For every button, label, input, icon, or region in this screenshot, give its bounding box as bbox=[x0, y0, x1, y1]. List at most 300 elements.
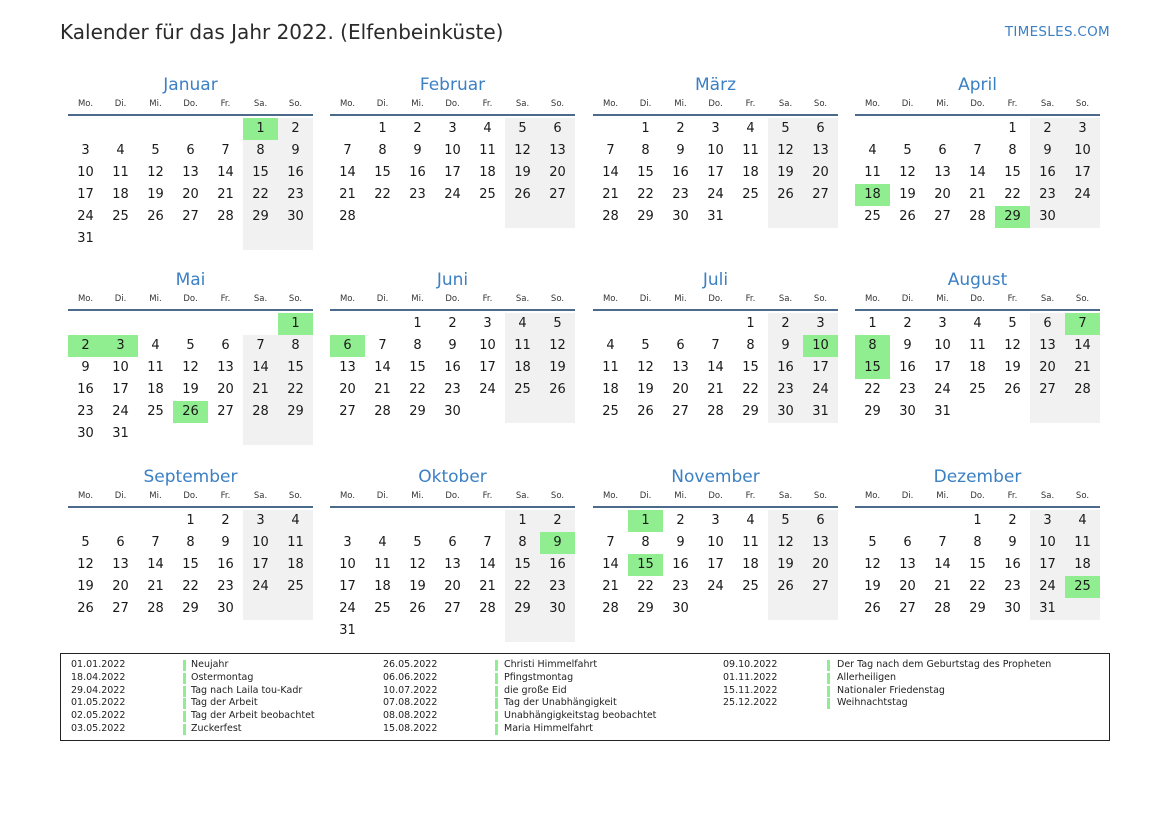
legend-column bbox=[723, 659, 1103, 710]
weekday-label: Do. bbox=[708, 99, 723, 109]
day-cell: 11 bbox=[742, 143, 759, 158]
day-cell: 28 bbox=[1065, 379, 1100, 401]
weekday-label: Mo. bbox=[602, 294, 619, 304]
empty-day-cell bbox=[855, 510, 890, 532]
day-cell: 17 bbox=[803, 357, 838, 379]
month-name: Mai bbox=[175, 270, 206, 290]
day-cell: 27 bbox=[112, 601, 129, 616]
day-cell: 28 bbox=[602, 601, 619, 616]
day-cell: 27 bbox=[672, 404, 689, 419]
month-name: Juli bbox=[702, 270, 729, 290]
day-cell: 15 bbox=[182, 557, 199, 572]
day-cell: 27 bbox=[444, 601, 461, 616]
day-cell: 5 bbox=[413, 535, 422, 550]
day-cell: 24 bbox=[1030, 576, 1065, 598]
day-cell: 15 bbox=[855, 357, 890, 379]
day-cell: 8 bbox=[973, 535, 982, 550]
day-cell: 23 bbox=[1004, 579, 1021, 594]
day-cell: 23 bbox=[1030, 184, 1065, 206]
day-cell: 16 bbox=[77, 382, 94, 397]
weekday-label: Fr. bbox=[482, 294, 493, 304]
empty-day-cell bbox=[68, 118, 103, 140]
day-cell: 6 bbox=[448, 535, 457, 550]
day-cell: 20 bbox=[112, 579, 129, 594]
day-cell: 5 bbox=[768, 118, 803, 140]
empty-day-cell bbox=[995, 401, 1030, 423]
empty-day-cell bbox=[435, 510, 470, 532]
day-cell: 25 bbox=[864, 209, 881, 224]
empty-day-cell bbox=[890, 118, 925, 140]
day-cell: 28 bbox=[147, 601, 164, 616]
weekday-label: Do. bbox=[970, 491, 985, 501]
day-cell: 9 bbox=[278, 140, 313, 162]
day-cell: 14 bbox=[969, 165, 986, 180]
day-cell: 7 bbox=[973, 143, 982, 158]
empty-day-cell bbox=[1065, 401, 1100, 423]
day-cell: 26 bbox=[768, 184, 803, 206]
weekday-label: Di. bbox=[114, 491, 127, 501]
weekday-label: Fr. bbox=[745, 99, 756, 109]
weekday-label: Sa. bbox=[515, 294, 530, 304]
day-cell: 3 bbox=[1030, 510, 1065, 532]
weekday-label: Mo. bbox=[864, 491, 881, 501]
day-cell: 22 bbox=[409, 382, 426, 397]
empty-day-cell bbox=[768, 598, 803, 620]
month-name: April bbox=[958, 75, 997, 95]
weekday-label: So. bbox=[550, 99, 565, 109]
day-cell: 7 bbox=[711, 338, 720, 353]
weekday-label: Mi. bbox=[674, 99, 687, 109]
weekday-label: Mi. bbox=[936, 99, 949, 109]
holiday-date: 03.05.2022 bbox=[71, 722, 126, 734]
day-cell: 16 bbox=[1030, 162, 1065, 184]
day-cell: 16 bbox=[768, 357, 803, 379]
empty-day-cell bbox=[1030, 401, 1065, 423]
day-cell: 2 bbox=[540, 510, 575, 532]
day-cell: 7 bbox=[151, 535, 160, 550]
day-cell: 28 bbox=[374, 404, 391, 419]
day-cell: 3 bbox=[711, 121, 720, 136]
empty-day-cell bbox=[400, 206, 435, 228]
holiday-name: Pfingstmontag bbox=[504, 671, 574, 683]
month-3 bbox=[593, 74, 838, 228]
month-9 bbox=[68, 466, 313, 620]
day-cell: 24 bbox=[339, 601, 356, 616]
month-10 bbox=[330, 466, 575, 642]
month-name: Oktober bbox=[418, 467, 487, 487]
day-cell: 27 bbox=[803, 184, 838, 206]
day-cell: 8 bbox=[243, 140, 278, 162]
day-cell: 14 bbox=[479, 557, 496, 572]
legend-item bbox=[383, 710, 763, 723]
holiday-date: 09.10.2022 bbox=[723, 659, 778, 670]
day-cell: 12 bbox=[899, 165, 916, 180]
day-cell: 17 bbox=[1065, 162, 1100, 184]
day-grid bbox=[593, 510, 838, 620]
day-cell: 6 bbox=[540, 118, 575, 140]
day-cell: 26 bbox=[505, 184, 540, 206]
day-cell: 6 bbox=[1030, 313, 1065, 335]
weekday-label: Do. bbox=[970, 294, 985, 304]
day-cell: 28 bbox=[969, 209, 986, 224]
weekday-header bbox=[68, 490, 313, 508]
day-cell: 23 bbox=[899, 382, 916, 397]
weekday-label: Mo. bbox=[77, 99, 94, 109]
weekday-label: Sa. bbox=[515, 491, 530, 501]
weekday-label: So. bbox=[550, 294, 565, 304]
day-cell: 4 bbox=[151, 338, 160, 353]
empty-day-cell bbox=[208, 313, 243, 335]
empty-day-cell bbox=[365, 510, 400, 532]
empty-day-cell bbox=[855, 118, 890, 140]
day-cell: 1 bbox=[243, 118, 278, 140]
day-cell: 15 bbox=[628, 554, 663, 576]
day-cell: 21 bbox=[602, 579, 619, 594]
day-cell: 3 bbox=[81, 143, 90, 158]
day-cell: 1 bbox=[278, 313, 313, 335]
day-cell: 29 bbox=[742, 404, 759, 419]
day-cell: 9 bbox=[1008, 535, 1017, 550]
day-cell: 3 bbox=[243, 510, 278, 532]
day-cell: 5 bbox=[868, 535, 877, 550]
holiday-name: Ostermontag bbox=[191, 671, 254, 683]
month-5 bbox=[68, 269, 313, 445]
day-cell: 14 bbox=[934, 557, 951, 572]
day-cell: 4 bbox=[868, 143, 877, 158]
day-cell: 10 bbox=[112, 360, 129, 375]
weekday-label: Mo. bbox=[77, 294, 94, 304]
empty-day-cell bbox=[1065, 598, 1100, 620]
day-cell: 26 bbox=[77, 601, 94, 616]
day-cell: 9 bbox=[413, 143, 422, 158]
month-name: August bbox=[947, 270, 1008, 290]
day-cell: 6 bbox=[903, 535, 912, 550]
day-cell: 21 bbox=[374, 382, 391, 397]
day-cell: 23 bbox=[672, 579, 689, 594]
day-cell: 17 bbox=[243, 554, 278, 576]
day-cell: 22 bbox=[243, 184, 278, 206]
weekday-label: Mo. bbox=[864, 99, 881, 109]
day-cell: 29 bbox=[278, 401, 313, 423]
day-cell: 27 bbox=[339, 404, 356, 419]
empty-day-cell bbox=[470, 620, 505, 642]
day-grid bbox=[855, 118, 1100, 228]
day-cell: 27 bbox=[803, 576, 838, 598]
day-cell: 14 bbox=[602, 165, 619, 180]
day-cell: 25 bbox=[602, 404, 619, 419]
day-cell: 3 bbox=[938, 316, 947, 331]
day-cell: 8 bbox=[1008, 143, 1017, 158]
day-cell: 20 bbox=[540, 162, 575, 184]
day-cell: 8 bbox=[505, 532, 540, 554]
day-cell: 10 bbox=[77, 165, 94, 180]
weekday-label: Do. bbox=[183, 99, 198, 109]
weekday-label: Mo. bbox=[339, 294, 356, 304]
month-name: September bbox=[143, 467, 238, 487]
holiday-name: Tag nach Laila tou-Kadr bbox=[191, 684, 303, 696]
day-cell: 25 bbox=[112, 209, 129, 224]
day-cell: 22 bbox=[637, 579, 654, 594]
day-cell: 20 bbox=[672, 382, 689, 397]
holiday-date: 02.05.2022 bbox=[71, 710, 126, 722]
month-name: Juni bbox=[436, 270, 469, 290]
legend-item bbox=[383, 659, 763, 672]
day-cell: 2 bbox=[676, 513, 685, 528]
weekday-header bbox=[855, 98, 1100, 116]
day-cell: 22 bbox=[182, 579, 199, 594]
day-cell: 16 bbox=[444, 360, 461, 375]
holiday-marker bbox=[495, 686, 498, 697]
day-cell: 8 bbox=[641, 143, 650, 158]
day-cell: 22 bbox=[278, 379, 313, 401]
empty-day-cell bbox=[400, 510, 435, 532]
day-cell: 14 bbox=[602, 557, 619, 572]
empty-day-cell bbox=[593, 313, 628, 335]
day-cell: 21 bbox=[934, 579, 951, 594]
day-cell: 13 bbox=[1030, 335, 1065, 357]
empty-day-cell bbox=[505, 401, 540, 423]
weekday-label: Mo. bbox=[339, 99, 356, 109]
day-cell: 5 bbox=[641, 338, 650, 353]
day-cell: 21 bbox=[339, 187, 356, 202]
empty-day-cell bbox=[890, 510, 925, 532]
weekday-label: Mi. bbox=[936, 294, 949, 304]
weekday-header bbox=[593, 490, 838, 508]
day-cell: 19 bbox=[637, 382, 654, 397]
month-4 bbox=[855, 74, 1100, 228]
day-cell: 26 bbox=[1004, 382, 1021, 397]
weekday-header bbox=[855, 293, 1100, 311]
day-cell: 19 bbox=[409, 579, 426, 594]
day-cell: 14 bbox=[707, 360, 724, 375]
weekday-label: So. bbox=[813, 491, 828, 501]
day-grid bbox=[593, 118, 838, 228]
legend-item bbox=[723, 659, 1103, 672]
day-cell: 23 bbox=[540, 576, 575, 598]
weekday-label: Fr. bbox=[745, 491, 756, 501]
month-8 bbox=[855, 269, 1100, 423]
month-name: Januar bbox=[163, 75, 218, 95]
day-cell: 18 bbox=[374, 579, 391, 594]
day-cell: 11 bbox=[864, 165, 881, 180]
weekday-label: So. bbox=[288, 491, 303, 501]
holiday-name: die große Eid bbox=[504, 684, 567, 696]
day-cell: 13 bbox=[803, 532, 838, 554]
holiday-date: 25.12.2022 bbox=[723, 697, 778, 709]
empty-day-cell bbox=[470, 401, 505, 423]
day-cell: 12 bbox=[540, 335, 575, 357]
day-cell: 16 bbox=[672, 165, 689, 180]
day-cell: 9 bbox=[676, 535, 685, 550]
month-12 bbox=[855, 466, 1100, 620]
day-cell: 21 bbox=[479, 579, 496, 594]
day-cell: 19 bbox=[182, 382, 199, 397]
day-cell: 3 bbox=[483, 316, 492, 331]
day-cell: 1 bbox=[868, 316, 877, 331]
weekday-label: Do. bbox=[708, 294, 723, 304]
day-cell: 18 bbox=[742, 165, 759, 180]
day-cell: 5 bbox=[768, 510, 803, 532]
holiday-date: 01.05.2022 bbox=[71, 697, 126, 709]
empty-day-cell bbox=[365, 206, 400, 228]
day-cell: 7 bbox=[378, 338, 387, 353]
month-6 bbox=[330, 269, 575, 423]
day-cell: 3 bbox=[103, 335, 138, 357]
day-cell: 2 bbox=[1008, 513, 1017, 528]
weekday-label: So. bbox=[550, 491, 565, 501]
weekday-label: Di. bbox=[639, 99, 652, 109]
weekday-label: Do. bbox=[183, 491, 198, 501]
holiday-marker bbox=[495, 724, 498, 735]
day-cell: 10 bbox=[707, 535, 724, 550]
day-cell: 12 bbox=[147, 165, 164, 180]
day-cell: 25 bbox=[278, 576, 313, 598]
day-cell: 4 bbox=[378, 535, 387, 550]
day-cell: 4 bbox=[606, 338, 615, 353]
holiday-name: Tag der Arbeit beobachtet bbox=[191, 710, 315, 722]
day-cell: 4 bbox=[973, 316, 982, 331]
empty-day-cell bbox=[768, 206, 803, 228]
weekday-label: Sa. bbox=[778, 294, 793, 304]
weekday-label: Di. bbox=[376, 491, 389, 501]
day-cell: 26 bbox=[768, 576, 803, 598]
day-cell: 9 bbox=[676, 143, 685, 158]
day-cell: 10 bbox=[444, 143, 461, 158]
legend-item bbox=[723, 685, 1103, 698]
day-cell: 15 bbox=[742, 360, 759, 375]
empty-day-cell bbox=[103, 118, 138, 140]
day-cell: 11 bbox=[602, 360, 619, 375]
day-cell: 9 bbox=[221, 535, 230, 550]
weekday-label: Mi. bbox=[411, 491, 424, 501]
day-cell: 22 bbox=[969, 579, 986, 594]
month-2 bbox=[330, 74, 575, 228]
empty-day-cell bbox=[330, 118, 365, 140]
day-cell: 2 bbox=[448, 316, 457, 331]
day-cell: 11 bbox=[112, 165, 129, 180]
day-cell: 20 bbox=[1030, 357, 1065, 379]
day-cell: 26 bbox=[147, 209, 164, 224]
holiday-date: 15.08.2022 bbox=[383, 722, 438, 734]
day-cell: 12 bbox=[182, 360, 199, 375]
day-cell: 20 bbox=[339, 382, 356, 397]
weekday-label: Fr. bbox=[1007, 294, 1018, 304]
month-7 bbox=[593, 269, 838, 423]
day-cell: 24 bbox=[243, 576, 278, 598]
day-cell: 30 bbox=[540, 598, 575, 620]
day-cell: 30 bbox=[672, 209, 689, 224]
day-cell: 9 bbox=[903, 338, 912, 353]
day-cell: 12 bbox=[768, 532, 803, 554]
day-cell: 7 bbox=[243, 335, 278, 357]
weekday-label: Di. bbox=[114, 294, 127, 304]
empty-day-cell bbox=[698, 598, 733, 620]
day-cell: 28 bbox=[602, 209, 619, 224]
weekday-label: Do. bbox=[183, 294, 198, 304]
weekday-label: So. bbox=[288, 99, 303, 109]
day-cell: 18 bbox=[505, 357, 540, 379]
day-cell: 2 bbox=[1030, 118, 1065, 140]
day-cell: 11 bbox=[278, 532, 313, 554]
weekday-header bbox=[593, 98, 838, 116]
weekday-label: Sa. bbox=[253, 99, 268, 109]
day-cell: 1 bbox=[641, 121, 650, 136]
weekday-label: Fr. bbox=[220, 294, 231, 304]
day-cell: 5 bbox=[186, 338, 195, 353]
day-cell: 15 bbox=[969, 557, 986, 572]
day-cell: 30 bbox=[1030, 206, 1065, 228]
day-cell: 10 bbox=[1065, 140, 1100, 162]
weekday-label: Mi. bbox=[936, 491, 949, 501]
day-cell: 23 bbox=[77, 404, 94, 419]
holiday-marker bbox=[827, 660, 830, 671]
day-cell: 30 bbox=[444, 404, 461, 419]
day-cell: 6 bbox=[330, 335, 365, 357]
empty-day-cell bbox=[470, 206, 505, 228]
day-cell: 29 bbox=[505, 598, 540, 620]
day-cell: 4 bbox=[746, 121, 755, 136]
day-cell: 2 bbox=[221, 513, 230, 528]
empty-day-cell bbox=[435, 206, 470, 228]
day-cell: 20 bbox=[182, 187, 199, 202]
day-cell: 11 bbox=[505, 335, 540, 357]
empty-day-cell bbox=[68, 510, 103, 532]
empty-day-cell bbox=[435, 620, 470, 642]
day-cell: 28 bbox=[934, 601, 951, 616]
day-cell: 15 bbox=[1004, 165, 1021, 180]
day-cell: 13 bbox=[444, 557, 461, 572]
day-cell: 6 bbox=[938, 143, 947, 158]
day-cell: 4 bbox=[116, 143, 125, 158]
day-grid bbox=[855, 313, 1100, 423]
day-cell: 19 bbox=[864, 579, 881, 594]
holiday-marker bbox=[495, 660, 498, 671]
day-cell: 30 bbox=[1004, 601, 1021, 616]
day-cell: 7 bbox=[483, 535, 492, 550]
day-cell: 3 bbox=[448, 121, 457, 136]
day-cell: 20 bbox=[803, 162, 838, 184]
holiday-date: 10.07.2022 bbox=[383, 684, 438, 696]
empty-day-cell bbox=[733, 598, 768, 620]
day-cell: 10 bbox=[934, 338, 951, 353]
day-cell: 29 bbox=[637, 209, 654, 224]
day-cell: 2 bbox=[768, 313, 803, 335]
day-cell: 27 bbox=[899, 601, 916, 616]
day-cell: 1 bbox=[1008, 121, 1017, 136]
weekday-header bbox=[330, 490, 575, 508]
weekday-label: Sa. bbox=[1040, 491, 1055, 501]
day-cell: 28 bbox=[217, 209, 234, 224]
day-cell: 17 bbox=[77, 187, 94, 202]
empty-day-cell bbox=[330, 313, 365, 335]
day-cell: 18 bbox=[742, 557, 759, 572]
day-cell: 22 bbox=[374, 187, 391, 202]
holiday-name: Allerheiligen bbox=[837, 671, 897, 683]
site-link[interactable]: TIMESLES.COM bbox=[1004, 24, 1110, 40]
month-11 bbox=[593, 466, 838, 620]
day-cell: 12 bbox=[409, 557, 426, 572]
day-cell: 7 bbox=[343, 143, 352, 158]
day-cell: 6 bbox=[116, 535, 125, 550]
day-cell: 9 bbox=[1030, 140, 1065, 162]
day-cell: 19 bbox=[768, 554, 803, 576]
legend-item bbox=[723, 672, 1103, 685]
day-cell: 17 bbox=[479, 360, 496, 375]
empty-day-cell bbox=[243, 313, 278, 335]
day-cell: 12 bbox=[768, 140, 803, 162]
weekday-label: Di. bbox=[376, 99, 389, 109]
month-name: November bbox=[671, 467, 760, 487]
